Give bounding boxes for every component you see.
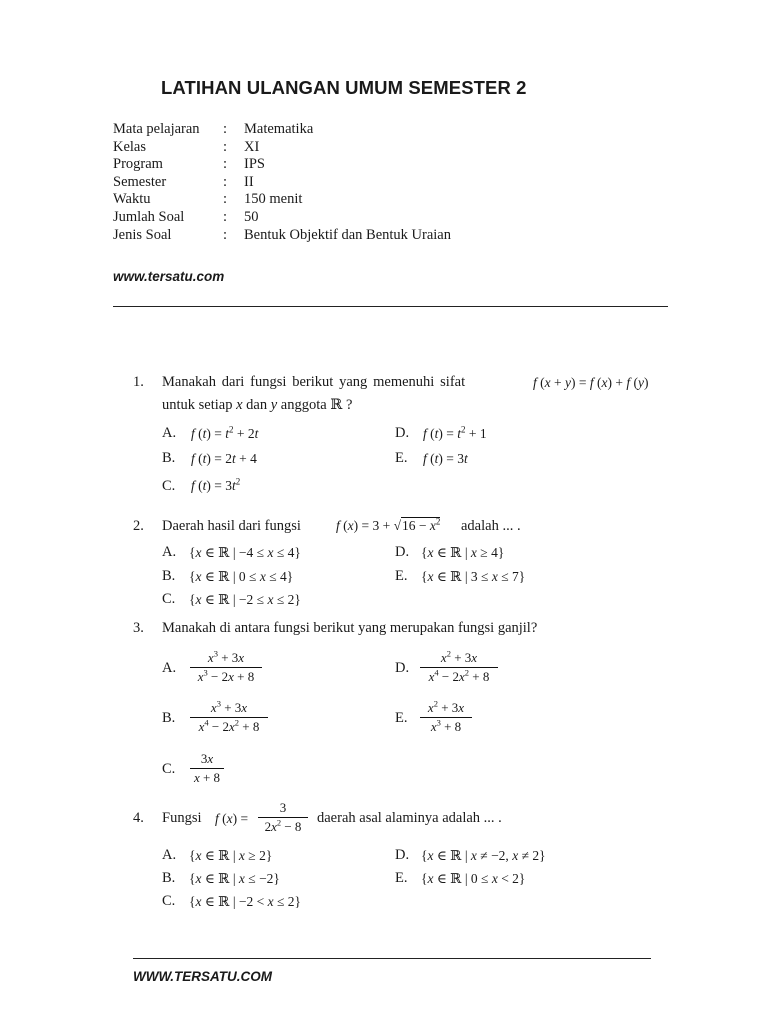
q2-option-d[interactable]: {x ∈ ℝ | x ≥ 4} xyxy=(421,545,505,560)
q3-option-b[interactable]: $x^3 + 3x$ $x^4 - 2x^2 + 8$ xyxy=(190,700,268,735)
q1-text-line2: untuk setiap x dan y anggota ℝ ? xyxy=(162,397,353,413)
q2-number: 2. xyxy=(133,518,144,534)
info-row-count: Jumlah Soal : 50 xyxy=(113,208,259,225)
q2-option-c[interactable]: {x ∈ ℝ | −2 ≤ x ≤ 2} xyxy=(189,592,301,607)
q3-option-b-label: B. xyxy=(162,710,176,726)
q2-option-d-label: D. xyxy=(395,544,410,560)
q4-number: 4. xyxy=(133,810,144,826)
q4-option-a[interactable]: {x ∈ ℝ | x ≥ 2} xyxy=(189,848,273,863)
page-title: LATIHAN ULANGAN UMUM SEMESTER 2 xyxy=(161,77,527,98)
q1-number: 1. xyxy=(133,374,144,390)
q2-option-a[interactable]: {x ∈ ℝ | −4 ≤ x ≤ 4} xyxy=(189,545,301,560)
header-divider xyxy=(113,306,668,307)
q2-option-b[interactable]: {x ∈ ℝ | 0 ≤ x ≤ 4} xyxy=(189,569,294,584)
q1-option-b[interactable]: f (t) = 2t + 4 xyxy=(191,451,257,466)
q3-option-e-label: E. xyxy=(395,710,408,726)
q1-text: Manakah dari fungsi berikut yang memenuhi sifat xyxy=(162,374,466,390)
q4-option-a-label: A. xyxy=(162,847,177,863)
q3-option-d-label: D. xyxy=(395,660,410,676)
q1-option-a-label: A. xyxy=(162,425,177,441)
q3-option-c[interactable]: 3x x + 8 xyxy=(190,751,224,786)
q4-option-e[interactable]: {x ∈ ℝ | 0 ≤ x < 2} xyxy=(421,871,526,886)
exam-info xyxy=(113,121,451,244)
q1-option-b-label: B. xyxy=(162,450,176,466)
q1-option-e-label: E. xyxy=(395,450,408,466)
q3-option-a-label: A. xyxy=(162,660,177,676)
q3-option-a[interactable]: $x^3 + 3x$ $x^3 - 2x + 8$ xyxy=(190,650,262,685)
q1-condition: f (x + y) = f (x) + f (y) xyxy=(533,375,649,390)
q2-option-e[interactable]: {x ∈ ℝ | 3 ≤ x ≤ 7} xyxy=(421,569,526,584)
q4-option-e-label: E. xyxy=(395,870,408,886)
q3-number: 3. xyxy=(133,620,144,636)
q1-option-d[interactable]: f $(t) = t^2 + 1$ xyxy=(423,424,487,441)
q4-option-b[interactable]: {x ∈ ℝ | x ≤ −2} xyxy=(189,871,280,886)
q1-option-c-label: C. xyxy=(162,478,176,494)
footer-website: WWW.TERSATU.COM xyxy=(133,969,272,984)
info-row-type: Jenis Soal : Bentuk Objektif dan Bentuk Uraian xyxy=(113,226,451,243)
q3-option-c-label: C. xyxy=(162,761,176,777)
info-row-class: Kelas : XI xyxy=(113,138,260,155)
q4-text: Fungsi xyxy=(162,810,202,826)
q4-function-lhs: f (x) = xyxy=(215,811,249,826)
q2-option-e-label: E. xyxy=(395,568,408,584)
q4-text-end: daerah asal alaminya adalah ... . xyxy=(317,810,502,826)
q3-option-d[interactable]: $x^2 + 3x$ $x^4 - 2x^2 + 8$ xyxy=(420,650,498,685)
info-row-time: Waktu : 150 menit xyxy=(113,191,303,208)
q2-text: Daerah hasil dari fungsi xyxy=(162,518,301,534)
q4-option-b-label: B. xyxy=(162,870,176,886)
footer-divider xyxy=(133,958,651,959)
info-row-subject: Mata pelajaran : Matematika xyxy=(113,121,314,137)
header-website: www.tersatu.com xyxy=(113,269,225,284)
q2-option-b-label: B. xyxy=(162,568,176,584)
q1-option-d-label: D. xyxy=(395,425,410,441)
q1-option-e[interactable]: f (t) = 3t xyxy=(423,451,468,466)
q4-function-fraction: 3 $2x^2 - 8$ xyxy=(258,800,308,835)
q1-option-a[interactable]: f $(t) = t^2 + 2t$ xyxy=(191,424,259,441)
q4-option-c-label: C. xyxy=(162,893,176,909)
q3-text: Manakah di antara fungsi berikut yang merupakan fungsi ganjil? xyxy=(162,620,538,636)
q3-option-e[interactable]: $x^2 + 3x$ $x^3 + 8$ xyxy=(420,700,472,735)
q4-option-c[interactable]: {x ∈ ℝ | −2 < x ≤ 2} xyxy=(189,894,302,909)
q2-function: f $(x) = 3 + √16 - x^2$ xyxy=(336,516,441,533)
info-row-semester: Semester : II xyxy=(113,173,254,190)
q2-text-end: adalah ... . xyxy=(461,518,521,534)
q2-option-c-label: C. xyxy=(162,591,176,607)
q4-option-d[interactable]: {x ∈ ℝ | x ≠ −2, x ≠ 2} xyxy=(421,848,546,863)
q2-option-a-label: A. xyxy=(162,544,177,560)
q4-option-d-label: D. xyxy=(395,847,410,863)
q1-option-c[interactable]: f $(t) = 3t^2$ xyxy=(191,476,241,493)
info-row-program: Program : IPS xyxy=(113,156,265,173)
